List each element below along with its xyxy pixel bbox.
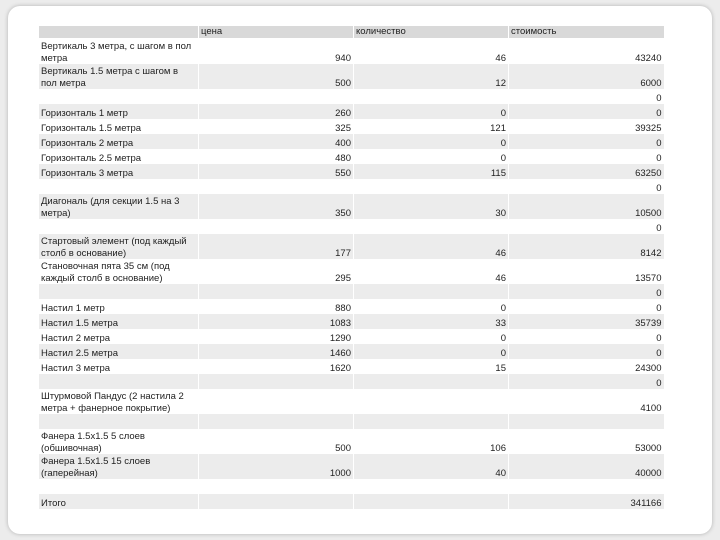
price-cell: 550 [199,164,354,179]
quantity-cell [354,494,509,509]
table-row [39,479,664,494]
price-cell: 880 [199,299,354,314]
price-cell [199,179,354,194]
name-cell: Горизонталь 2 метра [39,134,199,149]
quantity-cell: 0 [354,329,509,344]
name-cell: Настил 1 метр [39,299,199,314]
name-cell: Вертикаль 1.5 метра с шагом в пол метра [39,64,199,89]
name-cell [39,374,199,389]
price-cell [199,494,354,509]
quantity-cell [354,374,509,389]
cost-cell: 13570 [509,259,664,284]
quantity-cell: 40 [354,454,509,479]
name-cell: Настил 2 метра [39,329,199,344]
quantity-cell [354,284,509,299]
cost-cell: 341166 [509,494,664,509]
price-cell: 325 [199,119,354,134]
cost-cell: 0 [509,104,664,119]
name-cell: Горизонталь 1 метр [39,104,199,119]
name-cell: Горизонталь 3 метра [39,164,199,179]
name-cell: Штурмовой Пандус (2 настила 2 метра + фанерное покрытие) [39,389,199,414]
table-row [39,64,664,89]
name-cell [39,219,199,234]
price-cell [199,374,354,389]
cost-cell: 0 [509,149,664,164]
cost-cell: 10500 [509,194,664,219]
name-cell: Горизонталь 2.5 метра [39,149,199,164]
table-row [39,149,664,164]
quantity-cell: 15 [354,359,509,374]
quantity-cell: 46 [354,39,509,65]
header-row [39,26,664,39]
name-cell: Горизонталь 1.5 метра [39,119,199,134]
table-row [39,329,664,344]
header-price: цена [199,26,354,39]
price-cell [199,389,354,414]
table-row [39,314,664,329]
name-cell: Становочная пята 35 см (под каждый столб в основание) [39,259,199,284]
table-row [39,179,664,194]
quantity-cell: 0 [354,134,509,149]
name-cell: Вертикаль 3 метра, с шагом в пол метра [39,39,199,65]
table-row [39,374,664,389]
cost-cell: 43240 [509,39,664,65]
name-cell: Фанера 1.5х1.5 5 слоев (обшивочная) [39,429,199,454]
name-cell [39,414,199,429]
price-cell [199,479,354,494]
cost-cell [509,414,664,429]
price-cell: 500 [199,64,354,89]
name-cell: Итого [39,494,199,509]
cost-cell: 0 [509,329,664,344]
price-cell [199,219,354,234]
cost-cell: 0 [509,89,664,104]
quantity-cell: 115 [354,164,509,179]
quantity-cell [354,389,509,414]
quantity-cell [354,89,509,104]
table-body [39,39,664,510]
quantity-cell: 30 [354,194,509,219]
quantity-cell: 0 [354,104,509,119]
cost-cell: 0 [509,284,664,299]
cost-cell: 0 [509,179,664,194]
table-row [39,119,664,134]
name-cell: Диагональ (для секции 1.5 на 3 метра) [39,194,199,219]
table-row [39,259,664,284]
table-row [39,39,664,65]
cost-cell: 53000 [509,429,664,454]
quantity-cell [354,479,509,494]
price-cell: 940 [199,39,354,65]
name-cell: Фанера 1.5х1.5 15 слоев (гаперейная) [39,454,199,479]
header-cost: стоимость [509,26,664,39]
cost-cell: 6000 [509,64,664,89]
table-row [39,344,664,359]
price-cell [199,284,354,299]
quantity-cell: 46 [354,234,509,259]
price-cell [199,414,354,429]
table-row [39,494,664,509]
name-cell: Настил 3 метра [39,359,199,374]
table-row [39,359,664,374]
name-cell [39,479,199,494]
cost-cell: 0 [509,344,664,359]
table-row [39,89,664,104]
price-cell: 1000 [199,454,354,479]
cost-cell: 39325 [509,119,664,134]
price-cell: 177 [199,234,354,259]
cost-cell: 40000 [509,454,664,479]
price-table [38,26,664,509]
cost-cell: 4100 [509,389,664,414]
name-cell: Настил 1.5 метра [39,314,199,329]
price-cell [199,89,354,104]
price-cell: 260 [199,104,354,119]
cost-cell: 8142 [509,234,664,259]
cost-cell: 63250 [509,164,664,179]
table-row [39,454,664,479]
price-cell: 1620 [199,359,354,374]
cost-cell: 24300 [509,359,664,374]
table-row [39,284,664,299]
table-row [39,414,664,429]
quantity-cell [354,179,509,194]
cost-cell: 35739 [509,314,664,329]
table-row [39,389,664,414]
slide [8,6,712,534]
quantity-cell: 12 [354,64,509,89]
quantity-cell: 0 [354,344,509,359]
table-row [39,429,664,454]
table-row [39,194,664,219]
name-cell [39,179,199,194]
quantity-cell: 106 [354,429,509,454]
cost-cell: 0 [509,374,664,389]
quantity-cell: 33 [354,314,509,329]
table-row [39,234,664,259]
cost-cell [509,479,664,494]
cost-cell: 0 [509,134,664,149]
price-cell: 350 [199,194,354,219]
name-cell [39,284,199,299]
cost-cell: 0 [509,219,664,234]
price-cell: 1290 [199,329,354,344]
table-row [39,134,664,149]
quantity-cell: 46 [354,259,509,284]
table-row [39,299,664,314]
name-cell: Стартовый элемент (под каждый столб в основание) [39,234,199,259]
name-cell [39,89,199,104]
price-cell: 400 [199,134,354,149]
quantity-cell: 0 [354,299,509,314]
quantity-cell: 121 [354,119,509,134]
table-row [39,164,664,179]
name-cell: Настил 2.5 метра [39,344,199,359]
cost-cell: 0 [509,299,664,314]
quantity-cell: 0 [354,149,509,164]
price-cell: 500 [199,429,354,454]
quantity-cell [354,414,509,429]
table-row [39,104,664,119]
price-cell: 480 [199,149,354,164]
price-cell: 1083 [199,314,354,329]
price-cell: 295 [199,259,354,284]
header-quantity: количество [354,26,509,39]
table-row [39,219,664,234]
price-cell: 1460 [199,344,354,359]
header-name [39,26,199,39]
quantity-cell [354,219,509,234]
